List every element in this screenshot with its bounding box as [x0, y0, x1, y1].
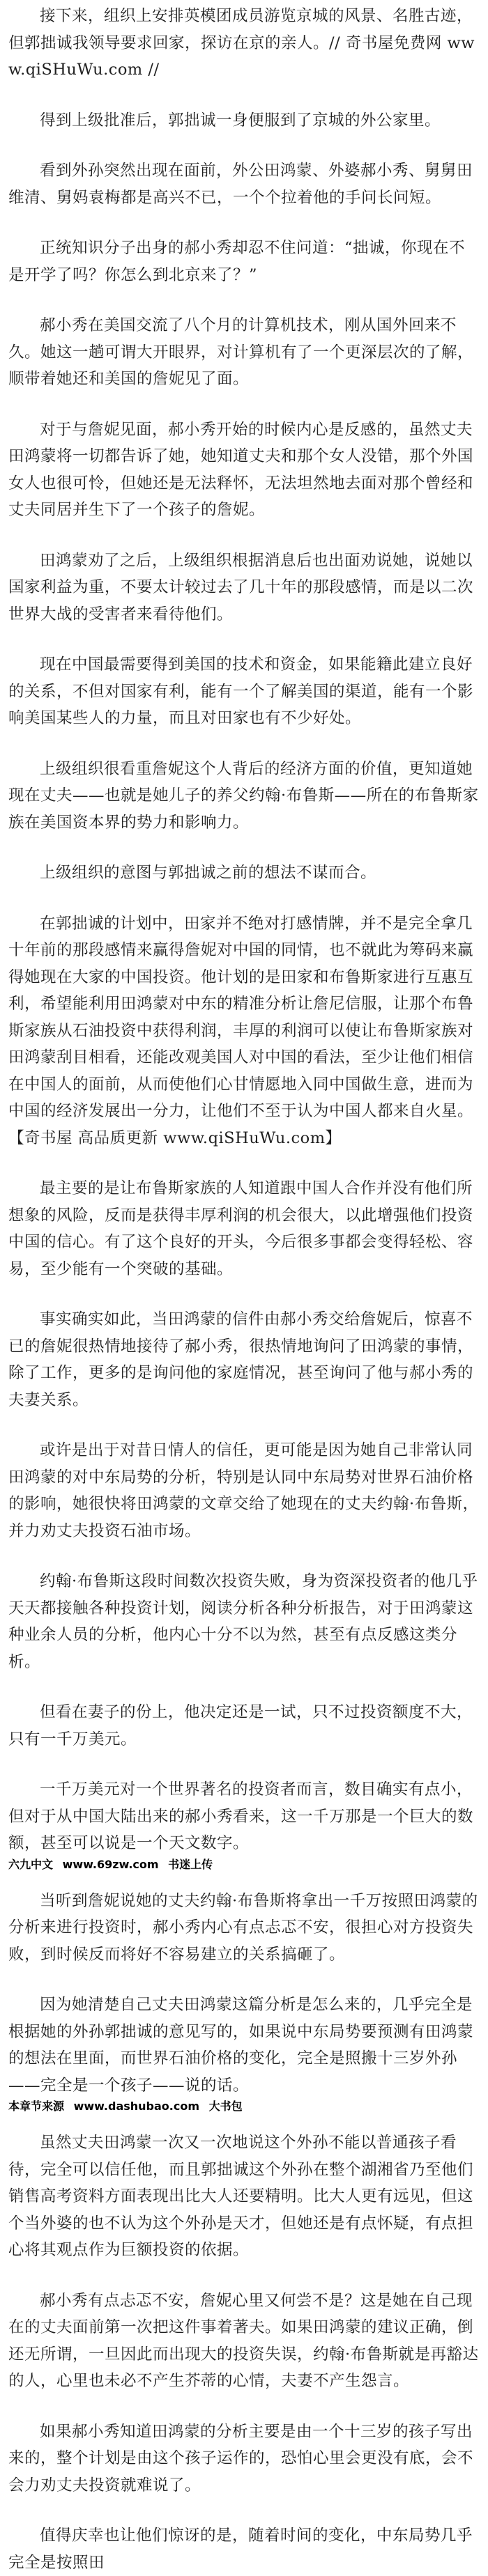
- source-url: www.dashubao.com: [73, 2100, 200, 2113]
- paragraph-3: 看到外孙突然出现在面前，外公田鸿蒙、外婆郝小秀、舅舅田维清、舅妈袁梅都是高兴不已，一个个拉着他的手问长问短。: [8, 162, 473, 207]
- paragraph-11: 在郭拙诚的计划中，田家并不绝对打感情牌，并不是完全拿几十年前的那段感情来赢得詹妮对中国的同情，也不就此为筹码来赢得她现在大家的中国投资。他计划的是田家和布鲁斯家进行互惠互利，希望能利用田鸿蒙对中东的精准分析让詹尼信服，让那个布鲁斯家族从石油投资中获得利润，丰厚的利润可以使让布鲁斯家族对田鸿蒙刮目相看，还能改观美国人对中国的看法，至少让他们相信在中国人的面前，从而使他们心甘情愿地入同中国做生意，进而为中国的经济发展出一分力，让他们不至于认为中国人都来自火星。【奇书屋 高品质更新 www.qiSHuWu.com】: [8, 914, 474, 1147]
- paragraph-18: 当听到詹妮说她的丈夫约翰·布鲁斯将拿出一千万按照田鸿蒙的分析来进行投资时，郝小秀内心有点忐忑不安，很担心对方投资失败，到时候反而将好不容易建立的关系搞砸了。: [8, 1891, 478, 1964]
- spacer: [8, 1753, 480, 1776]
- spacer: [8, 887, 480, 910]
- source-tag: 书迷上传: [168, 1857, 213, 1871]
- paragraph-21: 郝小秀有点忐忑不安，詹妮心里又何尝不是？这是她在自己现在的丈夫面前第一次把这件事着著夫。如果田鸿蒙的建议正确，倒还无所谓，一旦因此而出现大的投资失误，约翰·布鲁斯就是再豁达的人，心里也未必不产生芥蒂的心情，夫妻不产生怨言。: [8, 2291, 479, 2390]
- spacer: [8, 1675, 480, 1699]
- source-url: www.69zw.com: [62, 1857, 159, 1871]
- spacer: [8, 2499, 480, 2522]
- paragraph-2: 得到上级批准后，郭拙诚一身便服到了京城的外公家里。: [40, 111, 441, 130]
- paragraph-4: 正统知识分子出身的郝小秀却忍不住问道：“拙诚，你现在不是开学了吗？你怎么到北京来了？”: [8, 239, 466, 284]
- paragraph-6: 对于与詹妮见面，郝小秀开始的时候内心是反感的，虽然丈夫田鸿蒙将一切都告诉了她，她知道丈夫和那个女人没错，那个外国女人也很可怜，但她还是无法释怀，无法坦然地去面对那个曾经和丈夫同居并生下了一个孩子的詹妮。: [8, 420, 474, 519]
- spacer: [8, 1282, 480, 1306]
- paragraph-9: 上级组织很看重詹妮这个人背后的经济方面的价值，更知道她现在丈夫——也就是她儿子的养父约翰·布鲁斯——所在的布鲁斯家族在美国资本界的势力和影响力。: [8, 759, 479, 832]
- spacer: [8, 2264, 480, 2288]
- paragraph-23: 值得庆幸也让他们惊讶的是，随着时间的变化，中东局势几乎完全是按照田: [8, 2527, 473, 2572]
- spacer: [8, 732, 480, 756]
- source-name: 六九中文: [8, 1857, 54, 1871]
- source-watermark-1: [8, 1857, 480, 1872]
- source-watermark-2: [8, 2099, 480, 2114]
- spacer: [8, 1544, 480, 1568]
- paragraph-17: 一千万美元对一个世界著名的投资者而言，数目确实有点小，但对于从中国大陆出来的郝小秀看来，这一千万那是一个巨大的数额，甚至可以说是一个天文数字。: [8, 1780, 474, 1852]
- source-name: 本章节来源: [8, 2100, 65, 2113]
- spacer: [8, 836, 480, 860]
- spacer: [8, 1151, 480, 1175]
- paragraph-5: 郝小秀在美国交流了八个月的计算机技术，刚从国外回来不久。她这一趟可谓大开眼界，对计算机有了一个更深层次的了解，顺带着她还和美国的詹妮见了面。: [8, 316, 474, 388]
- spacer: [8, 288, 480, 312]
- spacer: [8, 2395, 480, 2419]
- spacer: [8, 2114, 480, 2129]
- spacer: [8, 134, 480, 157]
- paragraph-1: 接下来，组织上安排英模团成员游览京城的风景、名胜古迹，但郭拙诚我领导要求回家，探访在京的亲人。// 奇书屋免费网 www.qiSHuWu.com //: [8, 7, 475, 79]
- spacer: [8, 1968, 480, 1992]
- paragraph-8: 现在中国最需要得到美国的技术和资金，如果能籍此建立良好的关系，不但对国家有利，能有一个了解美国的渠道，能有一个影响美国某些人的力量，而且对田家也有不少好处。: [8, 655, 474, 727]
- spacer: [8, 1413, 480, 1437]
- paragraph-10: 上级组织的意图与郭拙诚之前的想法不谋而合。: [40, 864, 377, 882]
- spacer: [8, 628, 480, 651]
- source-tag: 大书包: [208, 2100, 243, 2113]
- paragraph-13: 事实确实如此，当田鸿蒙的信件由郝小秀交给詹妮后，惊喜不已的詹妮很热情地接待了郝小秀，很热情地询问了田鸿蒙的事情，除了工作，更多的是询问他的家庭情况，甚至询问了他与郝小秀的夫妻关系。: [8, 1310, 474, 1409]
- spacer: [8, 393, 480, 417]
- spacer: [8, 84, 480, 107]
- paragraph-16: 但看在妻子的份上，他决定还是一试，只不过投资额度不大，只有一千万美元。: [8, 1703, 473, 1748]
- spacer: [8, 211, 480, 235]
- paragraph-7: 田鸿蒙劝了之后，上级组织根据消息后也出面劝说她，说她以国家利益为重，不要太计较过去了几十年的那段感情，而是以二次世界大战的受害者来看待他们。: [8, 551, 474, 623]
- spacer: [8, 1872, 480, 1888]
- paragraph-14: 或许是出于对昔日情人的信任，更可能是因为她自己非常认同田鸿蒙的对中东局势的分析，特别是认同中东局势对世界石油价格的影响，她很快将田鸿蒙的文章交给了她现在的丈夫约翰·布鲁斯，并力劝丈夫投资石油市场。: [8, 1441, 479, 1540]
- paragraph-19: 因为她清楚自己丈夫田鸿蒙这篇分析是怎么来的，几乎完全是根据她的外孙郭拙诚的意见写的，如果说中东局势要预测有田鸿蒙的想法在里面，而世界石油价格的变化，完全是照搬十三岁外孙——完全是一个孩子——说的话。: [8, 1996, 474, 2095]
- paragraph-15: 约翰·布鲁斯这段时间数次投资失败，身为资深投资者的他几乎天天都接触各种投资计划，阅读分析各种分析报告，对于田鸿蒙这种业余人员的分析，他内心十分不以为然，甚至有点反感这类分析。: [8, 1572, 478, 1671]
- paragraph-20: 虽然丈夫田鸿蒙一次又一次地说这个外孙不能以普通孩子看待，完全可以信任他，而且郭拙诚这个外孙在整个湖湘省乃至他们销售高考资料方面表现出比大人还要精明。比大人更有远见，但这个当外婆的也不认为这个外孙是天才，但她还是有点怀疑，有点担心将其观点作为巨额投资的依据。: [8, 2134, 474, 2259]
- paragraph-12: 最主要的是让布鲁斯家族的人知道跟中国人合作并没有他们所想象的风险，反而是获得丰厚利润的机会很大，以此增强他们投资中国的信心。有了这个良好的开头，今后很多事都会变得轻松、容易，至少能有一个突破的基础。: [8, 1179, 474, 1278]
- spacer: [8, 524, 480, 548]
- paragraph-22: 如果郝小秀知道田鸿蒙的分析主要是由一个十三岁的孩子写出来的，整个计划是由这个孩子运作的，恐怕心里会更没有底，会不会力劝丈夫投资就难说了。: [8, 2422, 474, 2494]
